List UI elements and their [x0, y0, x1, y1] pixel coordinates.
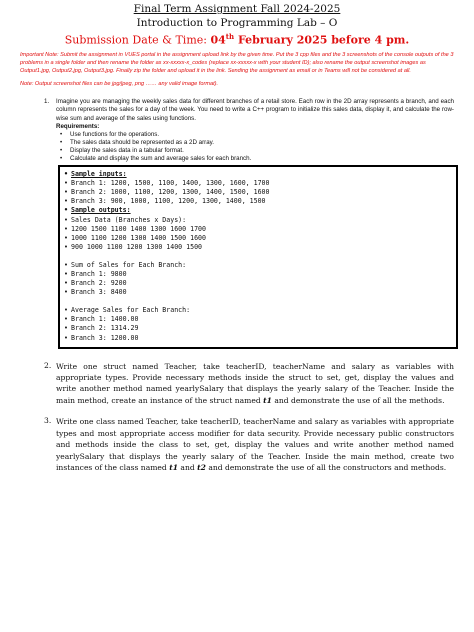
requirement-item: • Display the sales data in a tabular format.: [56, 147, 454, 155]
sales-table-label: • Sales Data (Branches x Days):: [64, 215, 187, 224]
sample-input-text: Branch 2: 1000, 1100, 1200, 1300, 1400, 1500, 1600: [71, 188, 270, 197]
average-line-text: Branch 1: 1400.00: [71, 315, 139, 324]
question-number: 2.: [44, 360, 52, 370]
sample-outputs-label-text: Sample outputs:: [71, 206, 131, 215]
question-3-text-part: Write one class named Teacher, take teacherID, teacherName and salary as variables with appropriate types and most appropriate access modifier for data security. Provide necessary public constructors and methods inside the class to set, get, display the values and write another method named yearlySalary that displays the yearly salary of the Teacher. Inside the main method, create two instances of the class named: [56, 417, 454, 472]
blank-line: [64, 252, 452, 261]
submission-prefix: Submission Date & Time:: [64, 33, 211, 47]
question-2-text-part: Write one struct named Teacher, take teacherID, teacherName and salary as variables with appropriate types. Provide necessary methods inside the struct to set, get, display the values and write another method named yearlySalary that displays the yearly salary of the Teacher. Inside the main method, create an instance of the struct named: [56, 361, 454, 405]
question-3-text: [56, 416, 454, 473]
sample-input-line: • Branch 1: 1200, 1500, 1100, 1400, 1300, 1600, 1700: [64, 179, 270, 188]
sample-io-box: [58, 165, 458, 349]
question-2: [20, 361, 454, 407]
submission-day-suffix: th: [225, 32, 235, 41]
sample-inputs-label-text: Sample inputs:: [71, 170, 127, 179]
question-number: 1.: [44, 97, 50, 105]
question-2-text-part: and demonstrate the use of all the methods.: [271, 395, 445, 405]
average-line: • Branch 1: 1400.00: [64, 315, 139, 324]
class-instance-name-2: t2: [197, 462, 206, 472]
sample-input-text: Branch 3: 900, 1000, 1100, 1200, 1300, 1400, 1500: [71, 197, 266, 206]
document-header: [0, 3, 474, 48]
sample-outputs-label: • Sample outputs:: [64, 206, 131, 215]
requirement-item: • The sales data should be represented as a 2D array.: [56, 139, 454, 147]
sales-table-row: • 1000 1100 1200 1300 1400 1500 1600: [64, 233, 206, 242]
sales-table-row-text: 900 1000 1100 1200 1300 1400 1500: [71, 242, 203, 251]
sales-table-row: • 1200 1500 1100 1400 1300 1600 1700: [64, 224, 206, 233]
requirements-list: [56, 131, 454, 163]
course-name: Introduction to Programming Lab – O: [136, 17, 338, 29]
average-label: • Average Sales for Each Branch:: [64, 306, 191, 315]
sales-table-label-text: Sales Data (Branches x Days):: [71, 215, 187, 224]
question-1-text: Imagine you are managing the weekly sales data for different branches of a retail store. Each row in the 2D array represents a branch, and each column represents the sales for a day of the week. You need to write a C++ program to initialize this sales data, display it, and calculate the row-wise sum and average of the sales using functions.: [56, 97, 454, 122]
output-format-note: Note: Output screenshot files can be jpg/jpeg, png …… any valid image format).: [20, 80, 219, 87]
question-3: [20, 416, 454, 473]
sum-line: • Branch 2: 9200: [64, 279, 127, 288]
requirement-item: • Calculate and display the sum and average sales for each branch.: [56, 155, 454, 163]
sum-label-text: Sum of Sales for Each Branch:: [71, 260, 187, 269]
sales-table-row: • 900 1000 1100 1200 1300 1400 1500: [64, 242, 203, 251]
sum-line-text: Branch 2: 9200: [71, 279, 127, 288]
sum-line-text: Branch 1: 9800: [71, 270, 127, 278]
question-2-text: [56, 361, 454, 407]
sum-line: • Branch 1: 9800: [64, 270, 127, 278]
sample-inputs-label: • Sample inputs:: [64, 170, 127, 179]
requirement-item: • Use functions for the operations.: [56, 131, 454, 139]
question-1: [20, 98, 454, 163]
class-instance-name-1: t1: [169, 462, 178, 472]
submission-day: 04: [210, 33, 226, 47]
assignment-title: Final Term Assignment Fall 2024-2025: [133, 3, 341, 15]
question-3-text-part: and: [178, 462, 198, 472]
struct-instance-name: t1: [263, 395, 272, 405]
sum-line: • Branch 3: 8400: [64, 288, 127, 297]
requirements-label: Requirements:: [56, 123, 100, 131]
question-3-text-part: and demonstrate the use of all the constructors and methods.: [205, 462, 447, 472]
sample-input-line: • Branch 3: 900, 1000, 1100, 1200, 1300, 1400, 1500: [64, 197, 266, 206]
sales-table-row-text: 1200 1500 1100 1400 1300 1600 1700: [71, 224, 206, 233]
sample-input-text: Branch 1: 1200, 1500, 1100, 1400, 1300, 1600, 1700: [71, 179, 270, 188]
blank-line: [64, 297, 452, 306]
average-line: • Branch 2: 1314.29: [64, 324, 139, 333]
average-line: • Branch 3: 1200.00: [64, 333, 139, 342]
sum-label: • Sum of Sales for Each Branch:: [64, 260, 187, 269]
average-line-text: Branch 3: 1200.00: [71, 333, 139, 342]
important-note: Important Note: Submit the assignment in VUES portal in the assignment upload link by the given time. Put the 3 cpp files and the 3 screenshots of the console outputs of the 3 problems in a single folder and then rename the folder as xx-xxxxx-x_codes (replace xx-xxxxx-x with your student ID); also rename the output screenshot images as Output1.jpg, Output2.jpg, Output3.jpg. Finally zip the folder and upload it in the link. Sending the assignment as email or in Teams will not be considered at all.: [20, 51, 454, 75]
average-label-text: Average Sales for Each Branch:: [71, 306, 191, 315]
submission-deadline: [0, 30, 474, 48]
question-number: 3.: [44, 416, 52, 426]
average-line-text: Branch 2: 1314.29: [71, 324, 139, 333]
sales-table-row-text: 1000 1100 1200 1300 1400 1500 1600: [71, 233, 206, 242]
submission-date-rest: February 2025 before 4 pm.: [234, 33, 410, 47]
sample-input-line: • Branch 2: 1000, 1100, 1200, 1300, 1400, 1500, 1600: [64, 188, 270, 197]
sum-line-text: Branch 3: 8400: [71, 288, 127, 297]
